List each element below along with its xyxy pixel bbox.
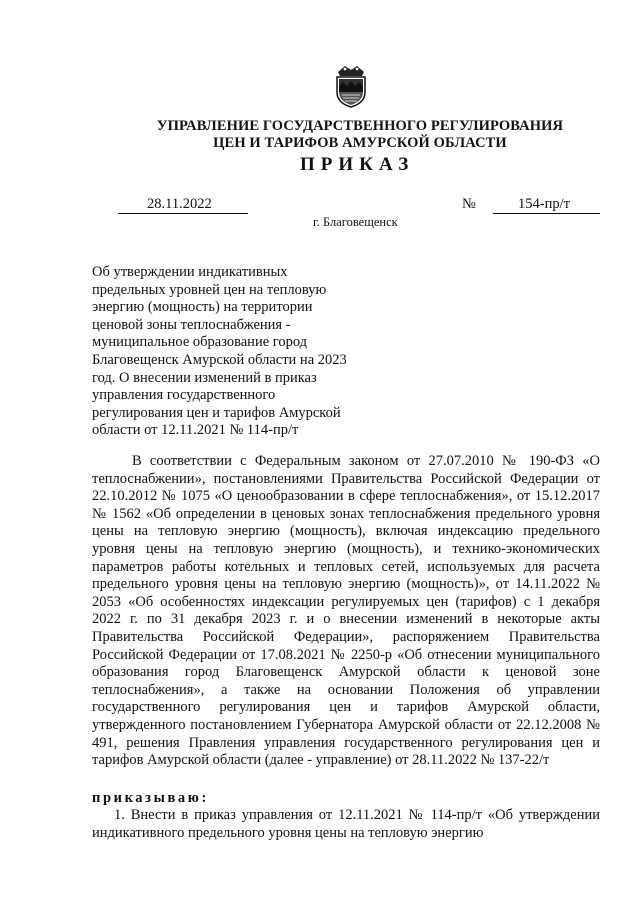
- document-subject: [92, 264, 362, 440]
- document-city: г. Благовещенск: [313, 215, 398, 229]
- document-number: 154-пр/т: [518, 196, 570, 212]
- organization-name-line1: УПРАВЛЕНИЕ ГОСУДАРСТВЕННОГО РЕГУЛИРОВАНИЯ: [156, 118, 564, 134]
- subject-line: предельных уровней цен на тепловую: [92, 281, 327, 298]
- document-title: ПРИКАЗ: [300, 154, 415, 175]
- number-underline: [493, 213, 600, 214]
- subject-line: энергию (мощность) на территории: [92, 299, 313, 316]
- number-sign: №: [462, 196, 476, 212]
- subject-line: Об утверждении индикативных: [92, 264, 288, 280]
- order-item-1: [92, 807, 600, 842]
- amur-region-coat-of-arms-icon: [328, 62, 374, 108]
- preamble-paragraph: В соответствии с Федеральным законом от 27.07.2010 № 190-ФЗ «О теплоснабжении», постановлениями Правительства Российской Федерации от 22.10.2012 № 1075 «О ценообразовании в сфере теплоснабжения», от 15.12.2017 № 1562 «Об определении в ценовых зонах теплоснабжения предельного уровня цены на тепловую энергию (мощность), включая индексацию предельного уровня цены на тепловую энергию (мощность), и технико-экономических параметров работы котельных и тепловых сетей, используемых для расчета предельного уровня цены на тепловую энергию (мощность)», от 14.11.2022 № 2053 «Об особенностях индексации регулируемых цен (тарифов) с 1 декабря 2022 г. по 31 декабря 2023 г. и о внесении изменений в некоторые акты Правительства Российской Федерации», распоряжением Правительства Российской Федерации от 17.08.2021 № 2250-р «Об отнесении муниципального образования город Благовещенск Амурской области к ценовой зоне теплоснабжения», а также на основании Положения об управлении государственного регулирования цен и тарифов Амурской области, утвержденного постановлением Губернатора Амурской области от 22.12.2008 № 491, решения Правления управления государственного регулирования цен и тарифов Амурской области (далее - управление) от 28.11.2022 № 137-22/т: [92, 453, 600, 769]
- subject-line: год. О внесении изменений в приказ: [92, 369, 317, 386]
- orders-label: приказываю:: [92, 790, 209, 806]
- subject-line: ценовой зоны теплоснабжения -: [92, 316, 291, 333]
- subject-line: муниципальное образование город: [92, 334, 308, 351]
- subject-line: Благовещенск Амурской области на 2023: [92, 351, 347, 368]
- subject-line: регулирования цен и тарифов Амурской: [92, 404, 341, 421]
- preamble: [92, 453, 600, 770]
- subject-line: управления государственного: [92, 387, 276, 404]
- organization-name-line2: ЦЕН И ТАРИФОВ АМУРСКОЙ ОБЛАСТИ: [213, 135, 507, 151]
- order-item-1-text: 1. Внести в приказ управления от 12.11.2021 № 114-пр/т «Об утверждении индикативного предельного уровня цены на тепловую энергию: [92, 807, 600, 841]
- document-date: 28.11.2022: [147, 196, 212, 212]
- subject-line: области от 12.11.2021 № 114-пр/т: [92, 422, 299, 439]
- date-underline: [118, 213, 248, 214]
